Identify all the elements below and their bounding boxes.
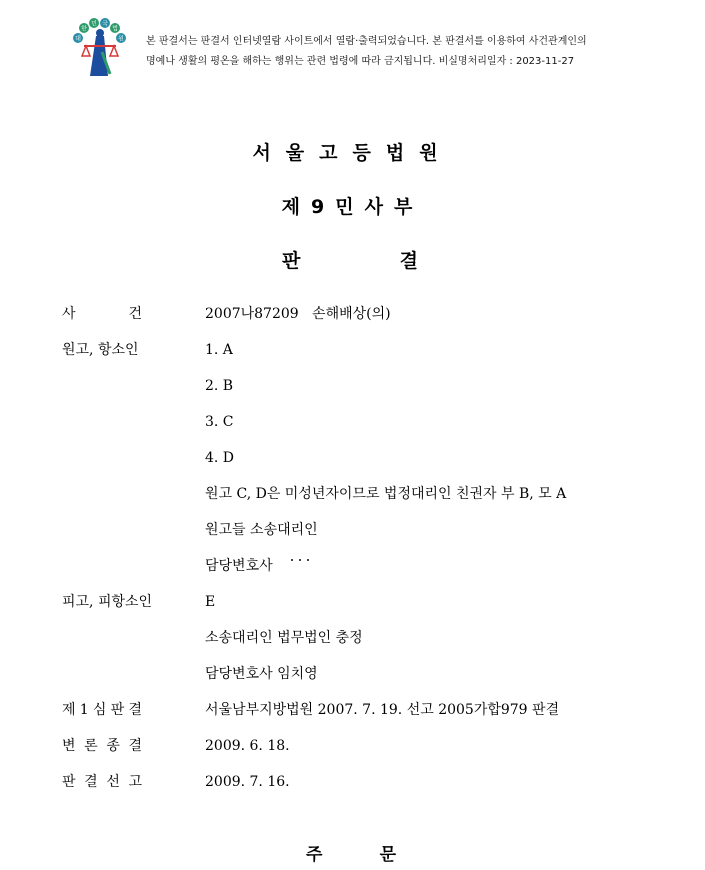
closing-row xyxy=(62,728,682,764)
plaintiff-attorney-label: 담당변호사 xyxy=(205,558,273,574)
judgment-title xyxy=(282,246,432,276)
document-header xyxy=(62,16,662,84)
first-instance-value: 서울남부지방법원 2007. 7. 19. 선고 2005가합979 판결 xyxy=(205,702,560,718)
case-number: 2007나87209 손해배상(의) xyxy=(205,306,391,322)
case-info xyxy=(62,296,682,800)
order-section-title xyxy=(306,840,406,870)
defendant-counsel-row xyxy=(62,620,682,656)
svg-text:국: 국 xyxy=(102,20,108,28)
closing-label: 변 론 종 결 xyxy=(62,738,142,754)
plaintiff-3: 3. C xyxy=(205,414,234,430)
svg-text:법: 법 xyxy=(112,25,118,33)
plaintiff-label: 원고, 항소인 xyxy=(62,342,139,358)
svg-text:한: 한 xyxy=(81,25,87,33)
order-title-left: 주 xyxy=(306,845,323,865)
svg-text:대: 대 xyxy=(75,35,81,43)
ruling-row xyxy=(62,764,682,800)
court-emblem-icon xyxy=(62,16,138,84)
plaintiff-row xyxy=(62,440,682,476)
plaintiff-attorney xyxy=(205,548,311,584)
order-title-right: 문 xyxy=(379,845,396,865)
ruling-date: 2009. 7. 16. xyxy=(205,774,290,790)
minor-note-row xyxy=(62,476,682,512)
notice-line-1: 본 판결서는 판결서 인터넷열람 사이트에서 열람·출력되었습니다. 본 판결서를 이용하여 사건관계인의 xyxy=(146,36,587,47)
minor-guardian-note: 원고 C, D은 미성년자이므로 법정대리인 친권자 부 B, 모 A xyxy=(205,486,567,502)
plaintiff-4: 4. D xyxy=(205,450,235,466)
case-label: 사 건 xyxy=(62,306,142,322)
plaintiff-counsel: 원고들 소송대리인 xyxy=(205,522,318,538)
svg-text:민: 민 xyxy=(91,20,97,28)
plaintiff-row xyxy=(62,368,682,404)
defendant-attorney-row xyxy=(62,656,682,692)
first-instance-row xyxy=(62,692,682,728)
defendant-row xyxy=(62,584,682,620)
ruling-label: 판 결 선 고 xyxy=(62,774,142,790)
defendant-label: 피고, 피항소인 xyxy=(62,594,153,610)
first-instance-label: 제 1 심 판 결 xyxy=(62,702,142,718)
notice-line-2: 명예나 생활의 평온을 해하는 행위는 관련 법령에 따라 금지됩니다. 비실명처리일자 : 2023-11-27 xyxy=(146,56,575,67)
plaintiff-2: 2. B xyxy=(205,378,234,394)
svg-text:원: 원 xyxy=(118,35,124,43)
plaintiff-1: 1. A xyxy=(205,342,233,358)
plaintiff-attorney-row xyxy=(62,548,682,584)
defendant-attorney: 담당변호사 임치영 xyxy=(205,666,318,682)
judgment-title-right: 결 xyxy=(399,250,418,272)
case-row xyxy=(62,296,682,332)
privacy-notice xyxy=(146,32,666,72)
redacted-name xyxy=(277,559,311,573)
court-name-title: 서울고등법원 xyxy=(252,142,453,164)
defendant-name: E xyxy=(205,594,216,610)
plaintiff-row xyxy=(62,404,682,440)
closing-date: 2009. 6. 18. xyxy=(205,738,290,754)
defendant-counsel: 소송대리인 법무법인 충정 xyxy=(205,630,363,646)
division-title: 제9민사부 xyxy=(281,196,424,218)
plaintiff-row xyxy=(62,332,682,368)
plaintiff-counsel-row xyxy=(62,512,682,548)
judgment-title-left: 판 xyxy=(282,250,301,272)
